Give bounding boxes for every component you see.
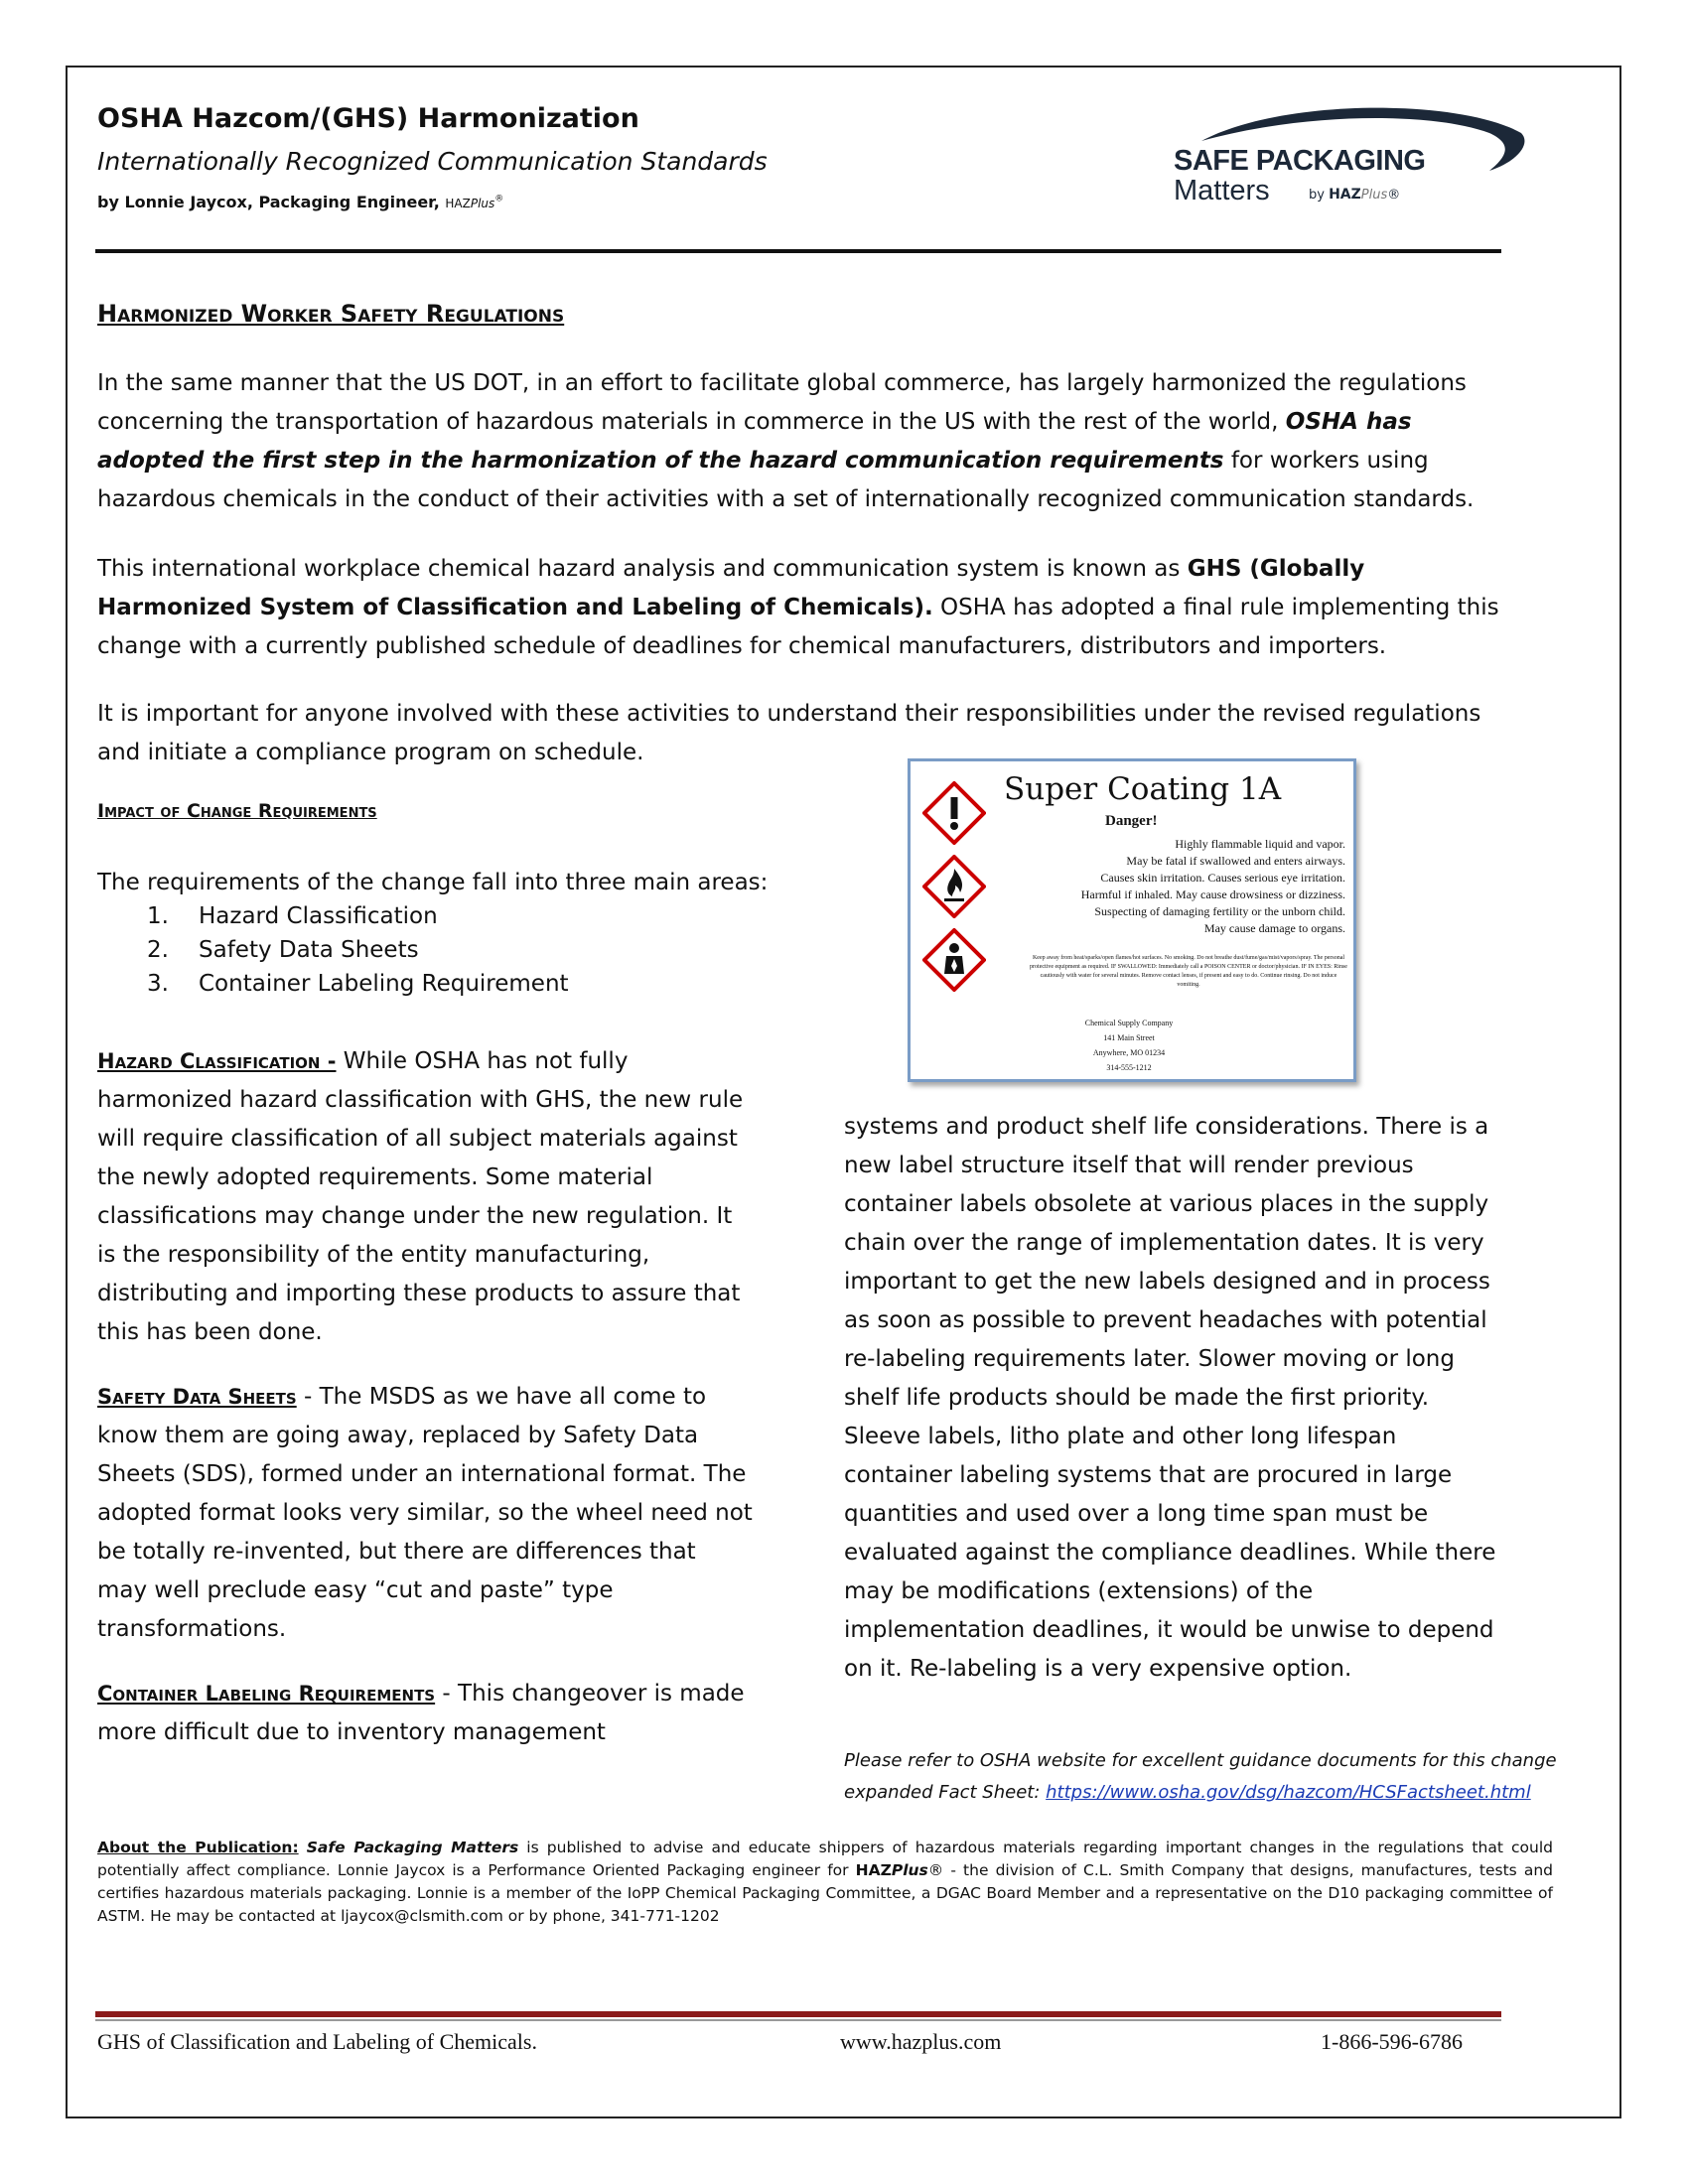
list-item-label: Safety Data Sheets xyxy=(199,937,419,963)
reference-text: Please refer to OSHA website for excellent guidance documents for this change expanded Fact Sheet: xyxy=(844,1750,1557,1803)
byline-text: by Lonnie Jaycox, Packaging Engineer, xyxy=(97,193,440,211)
health-hazard-pictogram-icon xyxy=(922,928,986,992)
label-hazard-statement: Highly flammable liquid and vapor. xyxy=(1175,837,1345,851)
safe-packaging-logo xyxy=(1162,103,1529,212)
about-haz: HAZ xyxy=(855,1861,892,1879)
about-head: About the Publication: xyxy=(97,1839,299,1856)
safety-data-sheets-paragraph xyxy=(97,1378,753,1649)
p1-text-b: for workers using hazardous chemicals in the conduct of their activities with a set of internationally recognized communication standards. xyxy=(97,448,1475,512)
about-plus: Plus xyxy=(891,1861,928,1879)
logo-haz: HAZ xyxy=(1329,187,1361,203)
label-hazard-statement: Suspecting of damaging fertility or the unborn child. xyxy=(1094,904,1345,918)
osha-fact-sheet-link[interactable]: https://www.osha.gov/dsg/hazcom/HCSFactsheet.html xyxy=(1046,1782,1531,1803)
container-labeling-head: Container Labeling Requirements xyxy=(97,1682,436,1706)
logo-by xyxy=(1309,187,1400,203)
list-item xyxy=(147,899,569,933)
logo-plus: Plus xyxy=(1360,188,1388,203)
label-product-name: Super Coating 1A xyxy=(1004,771,1282,807)
byline-brand-plus: Plus xyxy=(470,197,495,210)
safety-data-sheets-head: Safety Data Sheets xyxy=(97,1385,297,1409)
list-item-label: Container Labeling Requirement xyxy=(199,971,569,997)
byline xyxy=(97,193,503,211)
about-text-a: is published to advise and educate shippers of hazardous materials regarding important changes in the regulations that could potentially affect compliance. Lonnie Jaycox is a Performance Oriented Packaging engineer for xyxy=(97,1839,1553,1879)
list-item-label: Hazard Classification xyxy=(199,903,438,929)
list-item xyxy=(147,933,569,967)
footer-left-text: GHS of Classification and Labeling of Chemicals. xyxy=(97,2029,537,2054)
logo-reg: ® xyxy=(1387,188,1401,203)
label-company-line: 141 Main Street xyxy=(1103,1033,1155,1042)
intro-paragraph-3: It is important for anyone involved with these activities to understand their responsibilities under the revised regulations and initiate a compliance program on schedule. xyxy=(97,701,1481,765)
label-hazard-statement: May cause damage to organs. xyxy=(1203,921,1345,935)
label-hazard-statement: Harmful if inhaled. May cause drowsiness or dizziness. xyxy=(1080,887,1345,901)
p2-text-b: OSHA has adopted a final rule implementing this change with a currently published schedule of deadlines for chemical manufacturers, distributors and importers. xyxy=(97,595,1499,659)
list-item-number: 3. xyxy=(147,971,169,997)
intro-paragraph-1 xyxy=(97,364,1507,519)
about-publication xyxy=(97,1837,1553,1928)
osha-reference-note xyxy=(844,1745,1559,1809)
about-pub-name: Safe Packaging Matters xyxy=(306,1839,519,1856)
container-labeling-continued: systems and product shelf life considerations. There is a new label structure itself that will render previous container labels obsolete at various places in the supply chain over the range of implementation dates. It is very important to get the new labels designed and in process as soon as possible to prevent headaches with potential re-labeling requirements later. Slower moving or long shelf life products should be made the first priority. Sleeve labels, litho plate and other long lifespan container labeling systems that are procured in large quantities and used over a long time span must be evaluated against the compliance deadlines. While there may be modifications (extensions) of the implementation deadlines, it would be unwise to depend on it. Re-labeling is a very expensive option. xyxy=(844,1114,1496,1682)
label-signal-word: Danger! xyxy=(1105,813,1158,829)
label-supplier-info xyxy=(1040,1016,1218,1075)
page-subtitle: Internationally Recognized Communication Standards xyxy=(97,147,768,176)
safety-data-sheets-text: - The MSDS as we have all come to know them are going away, replaced by Safety Data Sheets (SDS), formed under an international format. The adopted format looks very similar, so the wheel need not be totally re-invented, but there are differences that may well preclude easy “cut and paste” type transformations. xyxy=(97,1384,753,1642)
flame-pictogram-icon xyxy=(922,855,986,918)
requirements-list xyxy=(147,899,569,1001)
about-text-b: ® - the division of C.L. Smith Company that designs, manufactures, tests and certifies hazardous materials packaging. Lonnie is a member of the IoPP Chemical Packaging Committee, a DGAC Board Member and a representative on the D10 packaging committee of ASTM. He may be contacted at ljaycox@clsmith.com or by phone, 341-771-1202 xyxy=(97,1861,1553,1925)
sample-ghs-label xyxy=(908,758,1356,1082)
logo-line1: SAFE PACKAGING xyxy=(1174,145,1426,177)
list-item-number: 1. xyxy=(147,903,169,929)
label-company-line: 314-555-1212 xyxy=(1106,1063,1152,1072)
intro-paragraph-2 xyxy=(97,550,1507,666)
footer-website: www.hazplus.com xyxy=(840,2029,1002,2054)
label-company-line: Chemical Supply Company xyxy=(1084,1019,1174,1027)
label-hazard-statement: May be fatal if swallowed and enters airways. xyxy=(1126,854,1345,868)
label-company-line: Anywhere, MO 01234 xyxy=(1092,1048,1166,1057)
exclamation-mark-pictogram-icon xyxy=(922,781,986,845)
left-column xyxy=(97,1042,753,1778)
hazard-classification-text: While OSHA has not fully harmonized hazard classification with GHS, the new rule will require classification of all subject materials against the newly adopted requirements. Some material classifications may change under the new regulation. It is the responsibility of the entity manufacturing, distributing and importing these products to assure that this has been done. xyxy=(97,1048,744,1345)
byline-reg: ® xyxy=(494,194,504,205)
section-title: Harmonized Worker Safety Regulations xyxy=(97,300,565,328)
container-labeling-text: - This changeover is made more difficult due to inventory management xyxy=(97,1681,745,1745)
page-title: OSHA Hazcom/(GHS) Harmonization xyxy=(97,103,639,134)
p2-text-a: This international workplace chemical hazard analysis and communication system is known as xyxy=(97,556,1188,582)
p1-text-a: In the same manner that the US DOT, in an effort to facilitate global commerce, has largely harmonized the regulations concerning the transportation of hazardous materials in commerce in the US with the rest of the world, xyxy=(97,370,1467,435)
requirements-intro: The requirements of the change fall into three main areas: xyxy=(97,870,769,895)
footer-phone: 1-866-596-6786 xyxy=(1321,2029,1463,2054)
hazard-classification-head: Hazard Classification - xyxy=(97,1049,337,1073)
byline-brand-haz: HAZ xyxy=(445,197,471,210)
right-column xyxy=(844,1108,1499,1689)
p1-emphasis: OSHA has adopted the first step in the harmonization of the hazard communication requirements xyxy=(97,409,1412,474)
header-rule xyxy=(95,249,1501,253)
list-item-number: 2. xyxy=(147,937,169,963)
label-hazard-statement: Causes skin irritation. Causes serious eye irritation. xyxy=(1100,871,1345,885)
logo-by-text: by xyxy=(1309,188,1325,203)
impact-title: Impact of Change Requirements xyxy=(97,800,377,822)
container-labeling-paragraph xyxy=(97,1675,753,1752)
logo-line2: Matters xyxy=(1174,175,1270,206)
p2-emphasis: GHS (Globally Harmonized System of Classification and Labeling of Chemicals). xyxy=(97,556,1365,620)
footer-rule-thin xyxy=(95,2019,1501,2021)
label-precautionary-text: Keep away from heat/sparks/open flames/hot surfaces. No smoking. Do not breathe dust/fume/gas/mist/vapors/spray. The personal protective equipment as required. IF SWALLOWED: Immediately call a POISON CENTER or doctor/physician. IF IN EYES: Rinse cautiously with water for several minutes. Remove contact lenses, if present and easy to do. Continue rinsing. Do not induce vomiting. xyxy=(1030,955,1347,988)
list-item xyxy=(147,967,569,1001)
footer-rule xyxy=(95,2011,1501,2017)
hazard-classification-paragraph xyxy=(97,1042,753,1352)
